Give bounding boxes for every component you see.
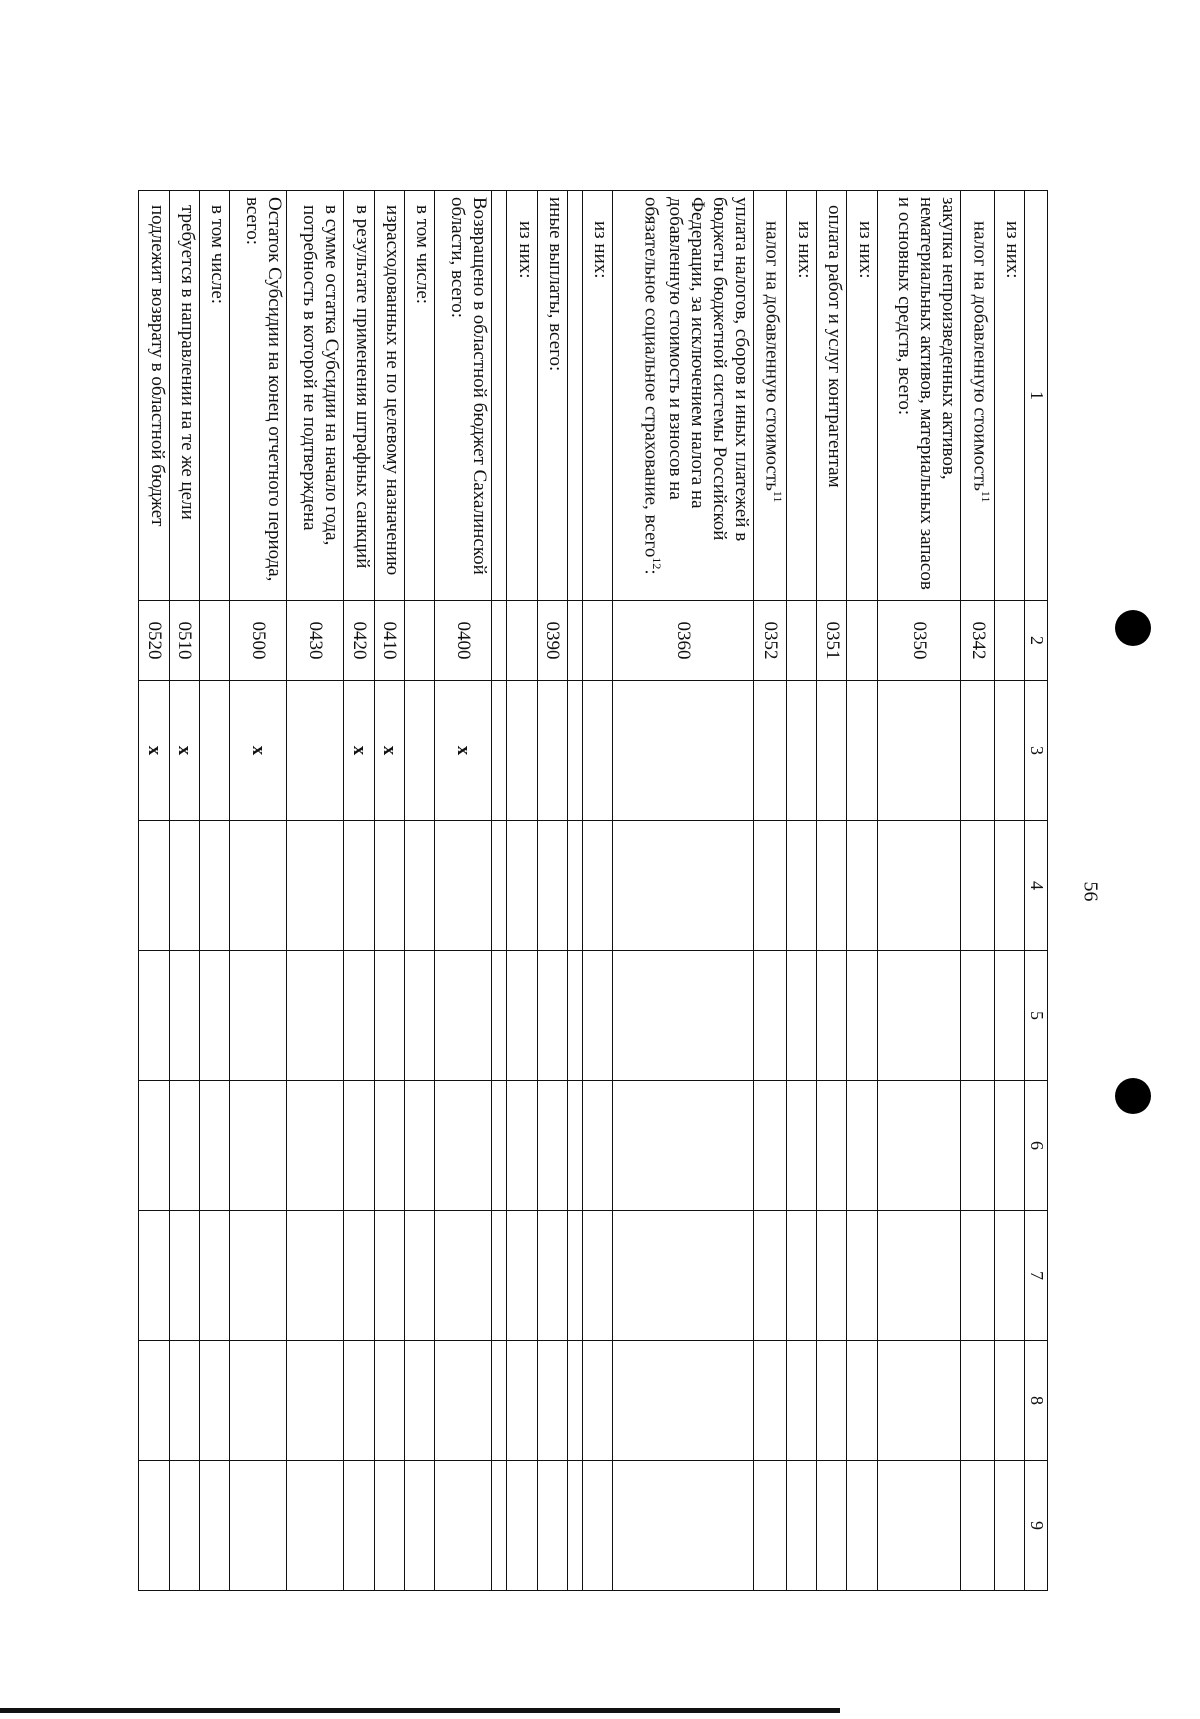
cell-col-9 <box>169 1461 199 1591</box>
table-row <box>344 191 374 1591</box>
row-label-text: налог на добавленную стоимость <box>969 221 991 491</box>
table-row <box>961 191 994 1591</box>
table-row <box>568 191 583 1591</box>
row-code <box>786 601 816 681</box>
cell-col-7 <box>405 1211 435 1341</box>
cell-col-8 <box>435 1341 492 1461</box>
row-label-text: в результате применения штрафных санкций <box>351 205 373 569</box>
cell-col-3 <box>753 681 786 821</box>
row-label <box>613 191 753 601</box>
table-row <box>753 191 786 1591</box>
row-code: 0390 <box>537 601 567 681</box>
cell-col-5 <box>287 951 344 1081</box>
table-row <box>374 191 404 1591</box>
cell-col-5 <box>847 951 877 1081</box>
cell-col-6 <box>568 1081 583 1211</box>
table-row <box>537 191 567 1591</box>
cell-col-3 <box>507 681 537 821</box>
row-code <box>199 601 229 681</box>
cell-col-8 <box>786 1341 816 1461</box>
cell-col-7 <box>994 1211 1024 1341</box>
cell-col-6 <box>847 1081 877 1211</box>
row-label <box>507 191 537 601</box>
cell-col-8 <box>537 1341 567 1461</box>
cell-col-8 <box>583 1341 613 1461</box>
table-row <box>169 191 199 1591</box>
row-code <box>994 601 1024 681</box>
cell-col-3: x <box>374 681 404 821</box>
cell-col-8 <box>169 1341 199 1461</box>
cell-col-9 <box>230 1461 287 1591</box>
cell-col-7 <box>435 1211 492 1341</box>
cell-col-7 <box>568 1211 583 1341</box>
cell-col-7 <box>492 1211 507 1341</box>
row-label <box>374 191 404 601</box>
row-code <box>405 601 435 681</box>
cell-col-3 <box>961 681 994 821</box>
row-code <box>583 601 613 681</box>
row-label <box>230 191 287 601</box>
column-header: 5 <box>1025 951 1048 1081</box>
row-label-text: подлежит возврату в областной бюджет <box>146 205 168 527</box>
cell-col-5 <box>961 951 994 1081</box>
cell-col-9 <box>435 1461 492 1591</box>
cell-col-7 <box>287 1211 344 1341</box>
cell-col-5 <box>786 951 816 1081</box>
cell-col-8 <box>847 1341 877 1461</box>
row-code <box>492 601 507 681</box>
punch-hole <box>1115 610 1151 646</box>
row-label-text: в том числе: <box>412 205 434 305</box>
row-code: 0342 <box>961 601 994 681</box>
cell-col-9 <box>613 1461 753 1591</box>
row-label <box>817 191 847 601</box>
cell-col-4 <box>435 821 492 951</box>
row-code: 0520 <box>139 601 170 681</box>
cell-col-6 <box>583 1081 613 1211</box>
cell-col-8 <box>230 1341 287 1461</box>
cell-col-5 <box>877 951 961 1081</box>
punch-hole <box>1115 1078 1151 1114</box>
cell-col-3: x <box>435 681 492 821</box>
cell-col-5 <box>753 951 786 1081</box>
row-label <box>994 191 1024 601</box>
footnote-marker: 11 <box>770 490 785 503</box>
cell-col-6 <box>405 1081 435 1211</box>
cell-col-5 <box>169 951 199 1081</box>
report-table-container <box>138 190 1048 1590</box>
row-label-text: налог на добавленную стоимость <box>761 221 783 491</box>
cell-col-7 <box>961 1211 994 1341</box>
table-row <box>199 191 229 1591</box>
cell-col-5 <box>583 951 613 1081</box>
cell-col-9 <box>405 1461 435 1591</box>
cell-col-3 <box>405 681 435 821</box>
table-row <box>994 191 1024 1591</box>
cell-col-5 <box>537 951 567 1081</box>
row-code: 0351 <box>817 601 847 681</box>
cell-col-8 <box>613 1341 753 1461</box>
header-row <box>1025 191 1048 1591</box>
cell-col-7 <box>374 1211 404 1341</box>
cell-col-8 <box>961 1341 994 1461</box>
cell-col-6 <box>786 1081 816 1211</box>
column-header: 2 <box>1025 601 1048 681</box>
cell-col-6 <box>139 1081 170 1211</box>
cell-col-4 <box>994 821 1024 951</box>
cell-col-3 <box>877 681 961 821</box>
cell-col-9 <box>847 1461 877 1591</box>
row-label <box>287 191 344 601</box>
row-code: 0420 <box>344 601 374 681</box>
row-label-text: из них: <box>1002 221 1023 279</box>
row-label-text: оплата работ и услуг контрагентам <box>824 205 846 488</box>
cell-col-4 <box>405 821 435 951</box>
cell-col-7 <box>507 1211 537 1341</box>
cell-col-5 <box>817 951 847 1081</box>
page-number: 56 <box>1079 881 1102 902</box>
cell-col-8 <box>139 1341 170 1461</box>
row-label-text: из них: <box>854 221 876 279</box>
row-label-text: израсходованных не по целевому назначению <box>382 205 404 576</box>
cell-col-3 <box>537 681 567 821</box>
cell-col-5 <box>994 951 1024 1081</box>
cell-col-7 <box>199 1211 229 1341</box>
row-label-text: закупка непроизведенных активов, нематериальных активов, материальных запасов и основных средств, всего: <box>894 197 960 590</box>
cell-col-5 <box>230 951 287 1081</box>
cell-col-4 <box>507 821 537 951</box>
report-table <box>138 190 1048 1591</box>
cell-col-3 <box>583 681 613 821</box>
cell-col-6 <box>374 1081 404 1211</box>
cell-col-7 <box>847 1211 877 1341</box>
cell-col-6 <box>344 1081 374 1211</box>
table-row <box>492 191 507 1591</box>
row-label-text: из них: <box>794 221 816 279</box>
cell-col-6 <box>199 1081 229 1211</box>
cell-col-6 <box>877 1081 961 1211</box>
footnote-marker: 11 <box>978 490 993 503</box>
row-code: 0360 <box>613 601 753 681</box>
cell-col-3 <box>287 681 344 821</box>
table-row <box>287 191 344 1591</box>
cell-col-4 <box>847 821 877 951</box>
row-code: 0430 <box>287 601 344 681</box>
table-body <box>139 191 1025 1591</box>
cell-col-6 <box>169 1081 199 1211</box>
cell-col-7 <box>139 1211 170 1341</box>
cell-col-4 <box>753 821 786 951</box>
row-label <box>961 191 994 601</box>
cell-col-6 <box>435 1081 492 1211</box>
row-label-text: требуется в направлении на те же цели <box>176 205 198 520</box>
cell-col-9 <box>199 1461 229 1591</box>
cell-col-4 <box>374 821 404 951</box>
cell-col-3: x <box>230 681 287 821</box>
cell-col-9 <box>817 1461 847 1591</box>
cell-col-9 <box>139 1461 170 1591</box>
cell-col-3 <box>847 681 877 821</box>
row-label <box>405 191 435 601</box>
cell-col-8 <box>405 1341 435 1461</box>
cell-col-5 <box>199 951 229 1081</box>
cell-col-8 <box>287 1341 344 1461</box>
cell-col-5 <box>139 951 170 1081</box>
row-label-text: иные выплаты, всего: <box>545 197 567 372</box>
table-row <box>507 191 537 1591</box>
row-code <box>568 601 583 681</box>
cell-col-9 <box>344 1461 374 1591</box>
row-code: 0410 <box>374 601 404 681</box>
row-label-text: уплата налогов, сборов и иных платежей в бюджеты бюджетной системы Российской Федерации, за исключением налога на добавленную стоимость и взносов на обязательное социальное страхование, всего <box>640 197 752 558</box>
cell-col-6 <box>961 1081 994 1211</box>
cell-col-4 <box>877 821 961 951</box>
cell-col-3 <box>568 681 583 821</box>
cell-col-3: x <box>344 681 374 821</box>
row-label <box>786 191 816 601</box>
row-code: 0500 <box>230 601 287 681</box>
cell-col-3: x <box>139 681 170 821</box>
cell-col-8 <box>877 1341 961 1461</box>
row-label <box>537 191 567 601</box>
cell-col-4 <box>169 821 199 951</box>
cell-col-4 <box>613 821 753 951</box>
cell-col-4 <box>537 821 567 951</box>
table-row <box>230 191 287 1591</box>
cell-col-6 <box>537 1081 567 1211</box>
cell-col-3 <box>199 681 229 821</box>
cell-col-4 <box>287 821 344 951</box>
table-row <box>139 191 170 1591</box>
cell-col-3 <box>492 681 507 821</box>
row-label-suffix: : <box>640 569 662 575</box>
row-label <box>199 191 229 601</box>
row-label <box>583 191 613 601</box>
row-label-text: в сумме остатка Субсидии на начало года, потребность в которой не подтверждена <box>299 205 343 546</box>
row-label <box>169 191 199 601</box>
cell-col-4 <box>961 821 994 951</box>
cell-col-9 <box>374 1461 404 1591</box>
cell-col-9 <box>492 1461 507 1591</box>
cell-col-8 <box>817 1341 847 1461</box>
cell-col-7 <box>786 1211 816 1341</box>
cell-col-8 <box>994 1341 1024 1461</box>
cell-col-8 <box>344 1341 374 1461</box>
cell-col-9 <box>786 1461 816 1591</box>
cell-col-6 <box>507 1081 537 1211</box>
cell-col-3 <box>817 681 847 821</box>
cell-col-9 <box>537 1461 567 1591</box>
row-label <box>847 191 877 601</box>
cell-col-4 <box>199 821 229 951</box>
row-code: 0400 <box>435 601 492 681</box>
cell-col-9 <box>877 1461 961 1591</box>
cell-col-6 <box>230 1081 287 1211</box>
cell-col-5 <box>613 951 753 1081</box>
cell-col-5 <box>492 951 507 1081</box>
table-row <box>847 191 877 1591</box>
row-code: 0350 <box>877 601 961 681</box>
column-header: 6 <box>1025 1081 1048 1211</box>
table-row <box>817 191 847 1591</box>
cell-col-5 <box>344 951 374 1081</box>
column-header: 9 <box>1025 1461 1048 1591</box>
row-label-text: в том числе: <box>207 205 229 305</box>
row-code <box>847 601 877 681</box>
table-row <box>877 191 961 1591</box>
cell-col-3: x <box>169 681 199 821</box>
cell-col-8 <box>374 1341 404 1461</box>
cell-col-9 <box>961 1461 994 1591</box>
cell-col-5 <box>507 951 537 1081</box>
cell-col-7 <box>169 1211 199 1341</box>
column-header: 4 <box>1025 821 1048 951</box>
table-row <box>405 191 435 1591</box>
cell-col-6 <box>994 1081 1024 1211</box>
cell-col-4 <box>344 821 374 951</box>
cell-col-5 <box>435 951 492 1081</box>
cell-col-5 <box>374 951 404 1081</box>
cell-col-8 <box>492 1341 507 1461</box>
cell-col-6 <box>753 1081 786 1211</box>
cell-col-4 <box>139 821 170 951</box>
column-header: 3 <box>1025 681 1048 821</box>
cell-col-6 <box>817 1081 847 1211</box>
row-label-text: Возвращено в областной бюджет Сахалинской области, всего: <box>447 197 491 575</box>
row-label <box>877 191 961 601</box>
cell-col-9 <box>287 1461 344 1591</box>
cell-col-6 <box>287 1081 344 1211</box>
cell-col-4 <box>230 821 287 951</box>
cell-col-5 <box>405 951 435 1081</box>
cell-col-4 <box>492 821 507 951</box>
cell-col-6 <box>613 1081 753 1211</box>
row-code: 0510 <box>169 601 199 681</box>
cell-col-4 <box>817 821 847 951</box>
row-label-text: Остаток Субсидии на конец отчетного периода, всего: <box>242 197 286 582</box>
row-label <box>568 191 583 601</box>
row-label <box>344 191 374 601</box>
row-label <box>492 191 507 601</box>
cell-col-4 <box>583 821 613 951</box>
cell-col-7 <box>230 1211 287 1341</box>
cell-col-9 <box>568 1461 583 1591</box>
table-row <box>613 191 753 1591</box>
row-label <box>139 191 170 601</box>
cell-col-9 <box>753 1461 786 1591</box>
table-row <box>583 191 613 1591</box>
cell-col-9 <box>507 1461 537 1591</box>
cell-col-7 <box>877 1211 961 1341</box>
table-row <box>435 191 492 1591</box>
row-label-text: из них: <box>514 221 536 279</box>
footnote-marker: 12 <box>649 557 664 570</box>
cell-col-7 <box>753 1211 786 1341</box>
scan-edge-line <box>0 1708 840 1713</box>
cell-col-3 <box>786 681 816 821</box>
row-label <box>435 191 492 601</box>
cell-col-3 <box>994 681 1024 821</box>
table-row <box>786 191 816 1591</box>
cell-col-8 <box>753 1341 786 1461</box>
cell-col-4 <box>568 821 583 951</box>
cell-col-7 <box>344 1211 374 1341</box>
cell-col-5 <box>568 951 583 1081</box>
row-code <box>507 601 537 681</box>
cell-col-8 <box>568 1341 583 1461</box>
cell-col-9 <box>994 1461 1024 1591</box>
column-header: 7 <box>1025 1211 1048 1341</box>
column-header: 8 <box>1025 1341 1048 1461</box>
row-label-text: из них: <box>590 221 612 279</box>
cell-col-9 <box>583 1461 613 1591</box>
column-header: 1 <box>1025 191 1048 601</box>
cell-col-8 <box>199 1341 229 1461</box>
cell-col-6 <box>492 1081 507 1211</box>
cell-col-7 <box>613 1211 753 1341</box>
cell-col-8 <box>507 1341 537 1461</box>
cell-col-3 <box>613 681 753 821</box>
cell-col-7 <box>537 1211 567 1341</box>
row-label <box>753 191 786 601</box>
cell-col-7 <box>817 1211 847 1341</box>
cell-col-4 <box>786 821 816 951</box>
cell-col-7 <box>583 1211 613 1341</box>
row-code: 0352 <box>753 601 786 681</box>
